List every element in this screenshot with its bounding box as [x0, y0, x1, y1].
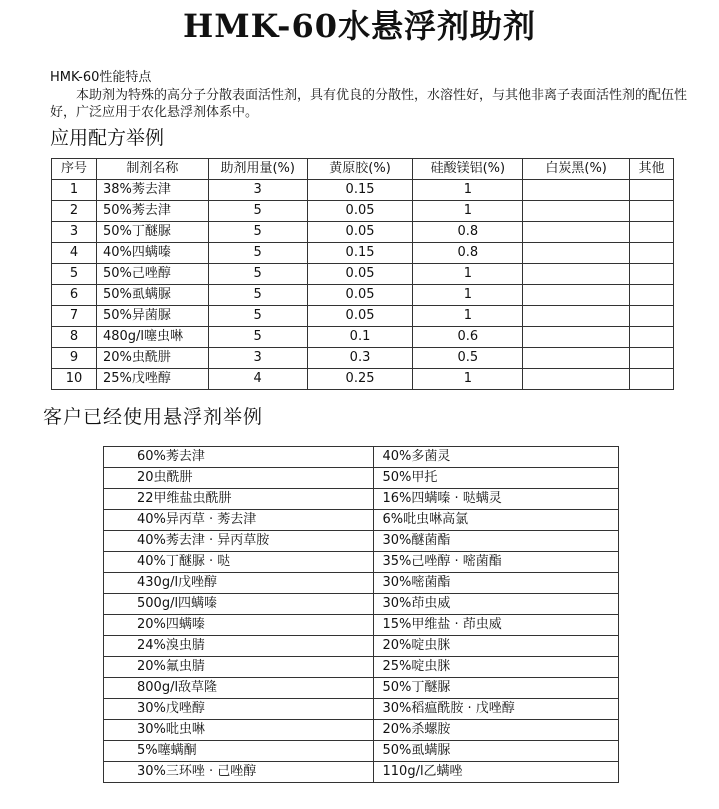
- table-cell: 3: [208, 348, 307, 369]
- table-cell: [630, 327, 674, 348]
- table-cell: 0.05: [307, 306, 413, 327]
- table-cell: 0.5: [413, 348, 523, 369]
- table-cell: [630, 243, 674, 264]
- table-cell: 10: [52, 369, 97, 390]
- table-cell: 0.05: [307, 201, 413, 222]
- table-cell: 25%戊唑醇: [96, 369, 208, 390]
- table-cell: 5: [208, 306, 307, 327]
- table-row: [104, 510, 619, 531]
- table-cell: 1: [413, 180, 523, 201]
- table-cell: 1: [413, 369, 523, 390]
- table-cell: 50%甲托: [373, 468, 619, 489]
- table-cell: 50%虱螨脲: [96, 285, 208, 306]
- table-cell: 20%四螨嗪: [104, 615, 374, 636]
- table-cell: 22甲维盐虫酰肼: [104, 489, 374, 510]
- table-cell: 40%异丙草 · 莠去津: [104, 510, 374, 531]
- table-cell: 60%莠去津: [104, 447, 374, 468]
- table-row: [104, 594, 619, 615]
- table-row: [104, 636, 619, 657]
- table-cell: 30%三环唑 · 己唑醇: [104, 762, 374, 783]
- table-cell: 0.05: [307, 264, 413, 285]
- table-cell: 3: [208, 180, 307, 201]
- column-header: 黄原胶(%): [307, 159, 413, 180]
- table-row: [52, 348, 674, 369]
- table-cell: [523, 285, 630, 306]
- table-cell: 50%己唑醇: [96, 264, 208, 285]
- table-cell: 30%稻瘟酰胺 · 戊唑醇: [373, 699, 619, 720]
- table-row: [52, 369, 674, 390]
- table-row: [52, 180, 674, 201]
- table-row: [104, 678, 619, 699]
- table-cell: 0.3: [307, 348, 413, 369]
- table-cell: [523, 348, 630, 369]
- table-cell: 50%虱螨脲: [373, 741, 619, 762]
- table-cell: [630, 180, 674, 201]
- table-cell: 30%茚虫威: [373, 594, 619, 615]
- table-row: [104, 657, 619, 678]
- formula-section-title: 应用配方举例: [50, 127, 165, 149]
- table-cell: 4: [208, 369, 307, 390]
- features-heading: HMK-60性能特点: [50, 70, 152, 85]
- product-description: 本助剂为特殊的高分子分散表面活性剂，具有优良的分散性，水溶性好，与其他非离子表面活性剂的配伍性好，广泛应用于农化悬浮剂体系中。: [50, 88, 688, 120]
- table-cell: 5%噻螨酮: [104, 741, 374, 762]
- table-cell: 30%嘧菌酯: [373, 573, 619, 594]
- table-cell: 25%啶虫脒: [373, 657, 619, 678]
- table-cell: 500g/l四螨嗪: [104, 594, 374, 615]
- table-row: [104, 573, 619, 594]
- table-cell: 40%丁醚脲 · 哒: [104, 552, 374, 573]
- table-row: [104, 489, 619, 510]
- column-header: 白炭黑(%): [523, 159, 630, 180]
- table-row: [104, 615, 619, 636]
- table-cell: 9: [52, 348, 97, 369]
- table-cell: 5: [208, 222, 307, 243]
- table-cell: 50%丁醚脲: [373, 678, 619, 699]
- table-cell: 35%己唑醇 · 嘧菌酯: [373, 552, 619, 573]
- table-cell: 40%四螨嗪: [96, 243, 208, 264]
- table-cell: 5: [208, 285, 307, 306]
- table-cell: [523, 327, 630, 348]
- table-cell: 7: [52, 306, 97, 327]
- table-cell: 1: [413, 285, 523, 306]
- table-cell: 16%四螨嗪 · 哒螨灵: [373, 489, 619, 510]
- table-cell: 40%莠去津 · 异丙草胺: [104, 531, 374, 552]
- table-cell: 0.8: [413, 222, 523, 243]
- table-cell: 38%莠去津: [96, 180, 208, 201]
- table-cell: 1: [413, 201, 523, 222]
- table-row: [104, 447, 619, 468]
- table-row: [52, 327, 674, 348]
- table-cell: 5: [208, 243, 307, 264]
- table-cell: 0.15: [307, 243, 413, 264]
- table-cell: 50%丁醚脲: [96, 222, 208, 243]
- table-cell: 0.05: [307, 285, 413, 306]
- table-row: [52, 222, 674, 243]
- customer-table-body: [104, 447, 619, 783]
- table-row: [52, 243, 674, 264]
- formula-table-body: [52, 180, 674, 390]
- table-cell: [630, 306, 674, 327]
- table-cell: [630, 285, 674, 306]
- table-cell: 1: [413, 264, 523, 285]
- table-cell: 20%氟虫腈: [104, 657, 374, 678]
- table-cell: 0.25: [307, 369, 413, 390]
- table-cell: [523, 201, 630, 222]
- table-row: [52, 201, 674, 222]
- table-cell: 30%戊唑醇: [104, 699, 374, 720]
- table-cell: [630, 369, 674, 390]
- table-row: [104, 699, 619, 720]
- formula-table-header: [52, 159, 674, 180]
- formula-table: [51, 158, 674, 390]
- table-cell: [630, 348, 674, 369]
- customer-section-title: 客户已经使用悬浮剂举例: [43, 406, 264, 428]
- table-cell: 1: [52, 180, 97, 201]
- table-cell: 5: [208, 201, 307, 222]
- table-cell: [630, 222, 674, 243]
- table-cell: 5: [208, 327, 307, 348]
- table-cell: 40%多菌灵: [373, 447, 619, 468]
- table-cell: [523, 243, 630, 264]
- table-cell: 6: [52, 285, 97, 306]
- table-row: [104, 468, 619, 489]
- table-cell: 1: [413, 306, 523, 327]
- table-cell: 4: [52, 243, 97, 264]
- table-cell: 50%莠去津: [96, 201, 208, 222]
- table-cell: 6%吡虫啉高氯: [373, 510, 619, 531]
- table-cell: 480g/l噻虫啉: [96, 327, 208, 348]
- table-row: [104, 552, 619, 573]
- table-cell: 5: [52, 264, 97, 285]
- table-cell: [523, 369, 630, 390]
- table-cell: 3: [52, 222, 97, 243]
- table-cell: [630, 201, 674, 222]
- table-cell: [630, 264, 674, 285]
- customer-table: [103, 446, 619, 783]
- table-cell: 5: [208, 264, 307, 285]
- table-cell: [523, 180, 630, 201]
- table-cell: 30%吡虫啉: [104, 720, 374, 741]
- table-cell: [523, 264, 630, 285]
- table-cell: 2: [52, 201, 97, 222]
- table-cell: 20虫酰肼: [104, 468, 374, 489]
- column-header: 制剂名称: [96, 159, 208, 180]
- table-cell: 24%溴虫腈: [104, 636, 374, 657]
- table-cell: 20%啶虫脒: [373, 636, 619, 657]
- table-row: [104, 531, 619, 552]
- table-row: [52, 285, 674, 306]
- table-cell: 430g/l戊唑醇: [104, 573, 374, 594]
- column-header: 助剂用量(%): [208, 159, 307, 180]
- column-header: 其他: [630, 159, 674, 180]
- table-cell: 0.6: [413, 327, 523, 348]
- table-cell: 20%杀螺胺: [373, 720, 619, 741]
- table-cell: [523, 306, 630, 327]
- table-cell: 0.05: [307, 222, 413, 243]
- table-cell: 50%异菌脲: [96, 306, 208, 327]
- table-cell: [523, 222, 630, 243]
- table-row: [104, 762, 619, 783]
- table-cell: 800g/l敌草隆: [104, 678, 374, 699]
- table-row: [104, 741, 619, 762]
- header-row: [52, 159, 674, 180]
- table-cell: 30%醚菌酯: [373, 531, 619, 552]
- page-title: HMK-60水悬浮剂助剂: [183, 7, 536, 45]
- table-row: [52, 264, 674, 285]
- table-cell: 0.1: [307, 327, 413, 348]
- table-row: [104, 720, 619, 741]
- table-cell: 15%甲维盐 · 茚虫威: [373, 615, 619, 636]
- column-header: 序号: [52, 159, 97, 180]
- column-header: 硅酸镁铝(%): [413, 159, 523, 180]
- table-row: [52, 306, 674, 327]
- table-cell: 0.15: [307, 180, 413, 201]
- table-cell: 110g/l乙螨唑: [373, 762, 619, 783]
- table-cell: 0.8: [413, 243, 523, 264]
- table-cell: 8: [52, 327, 97, 348]
- table-cell: 20%虫酰肼: [96, 348, 208, 369]
